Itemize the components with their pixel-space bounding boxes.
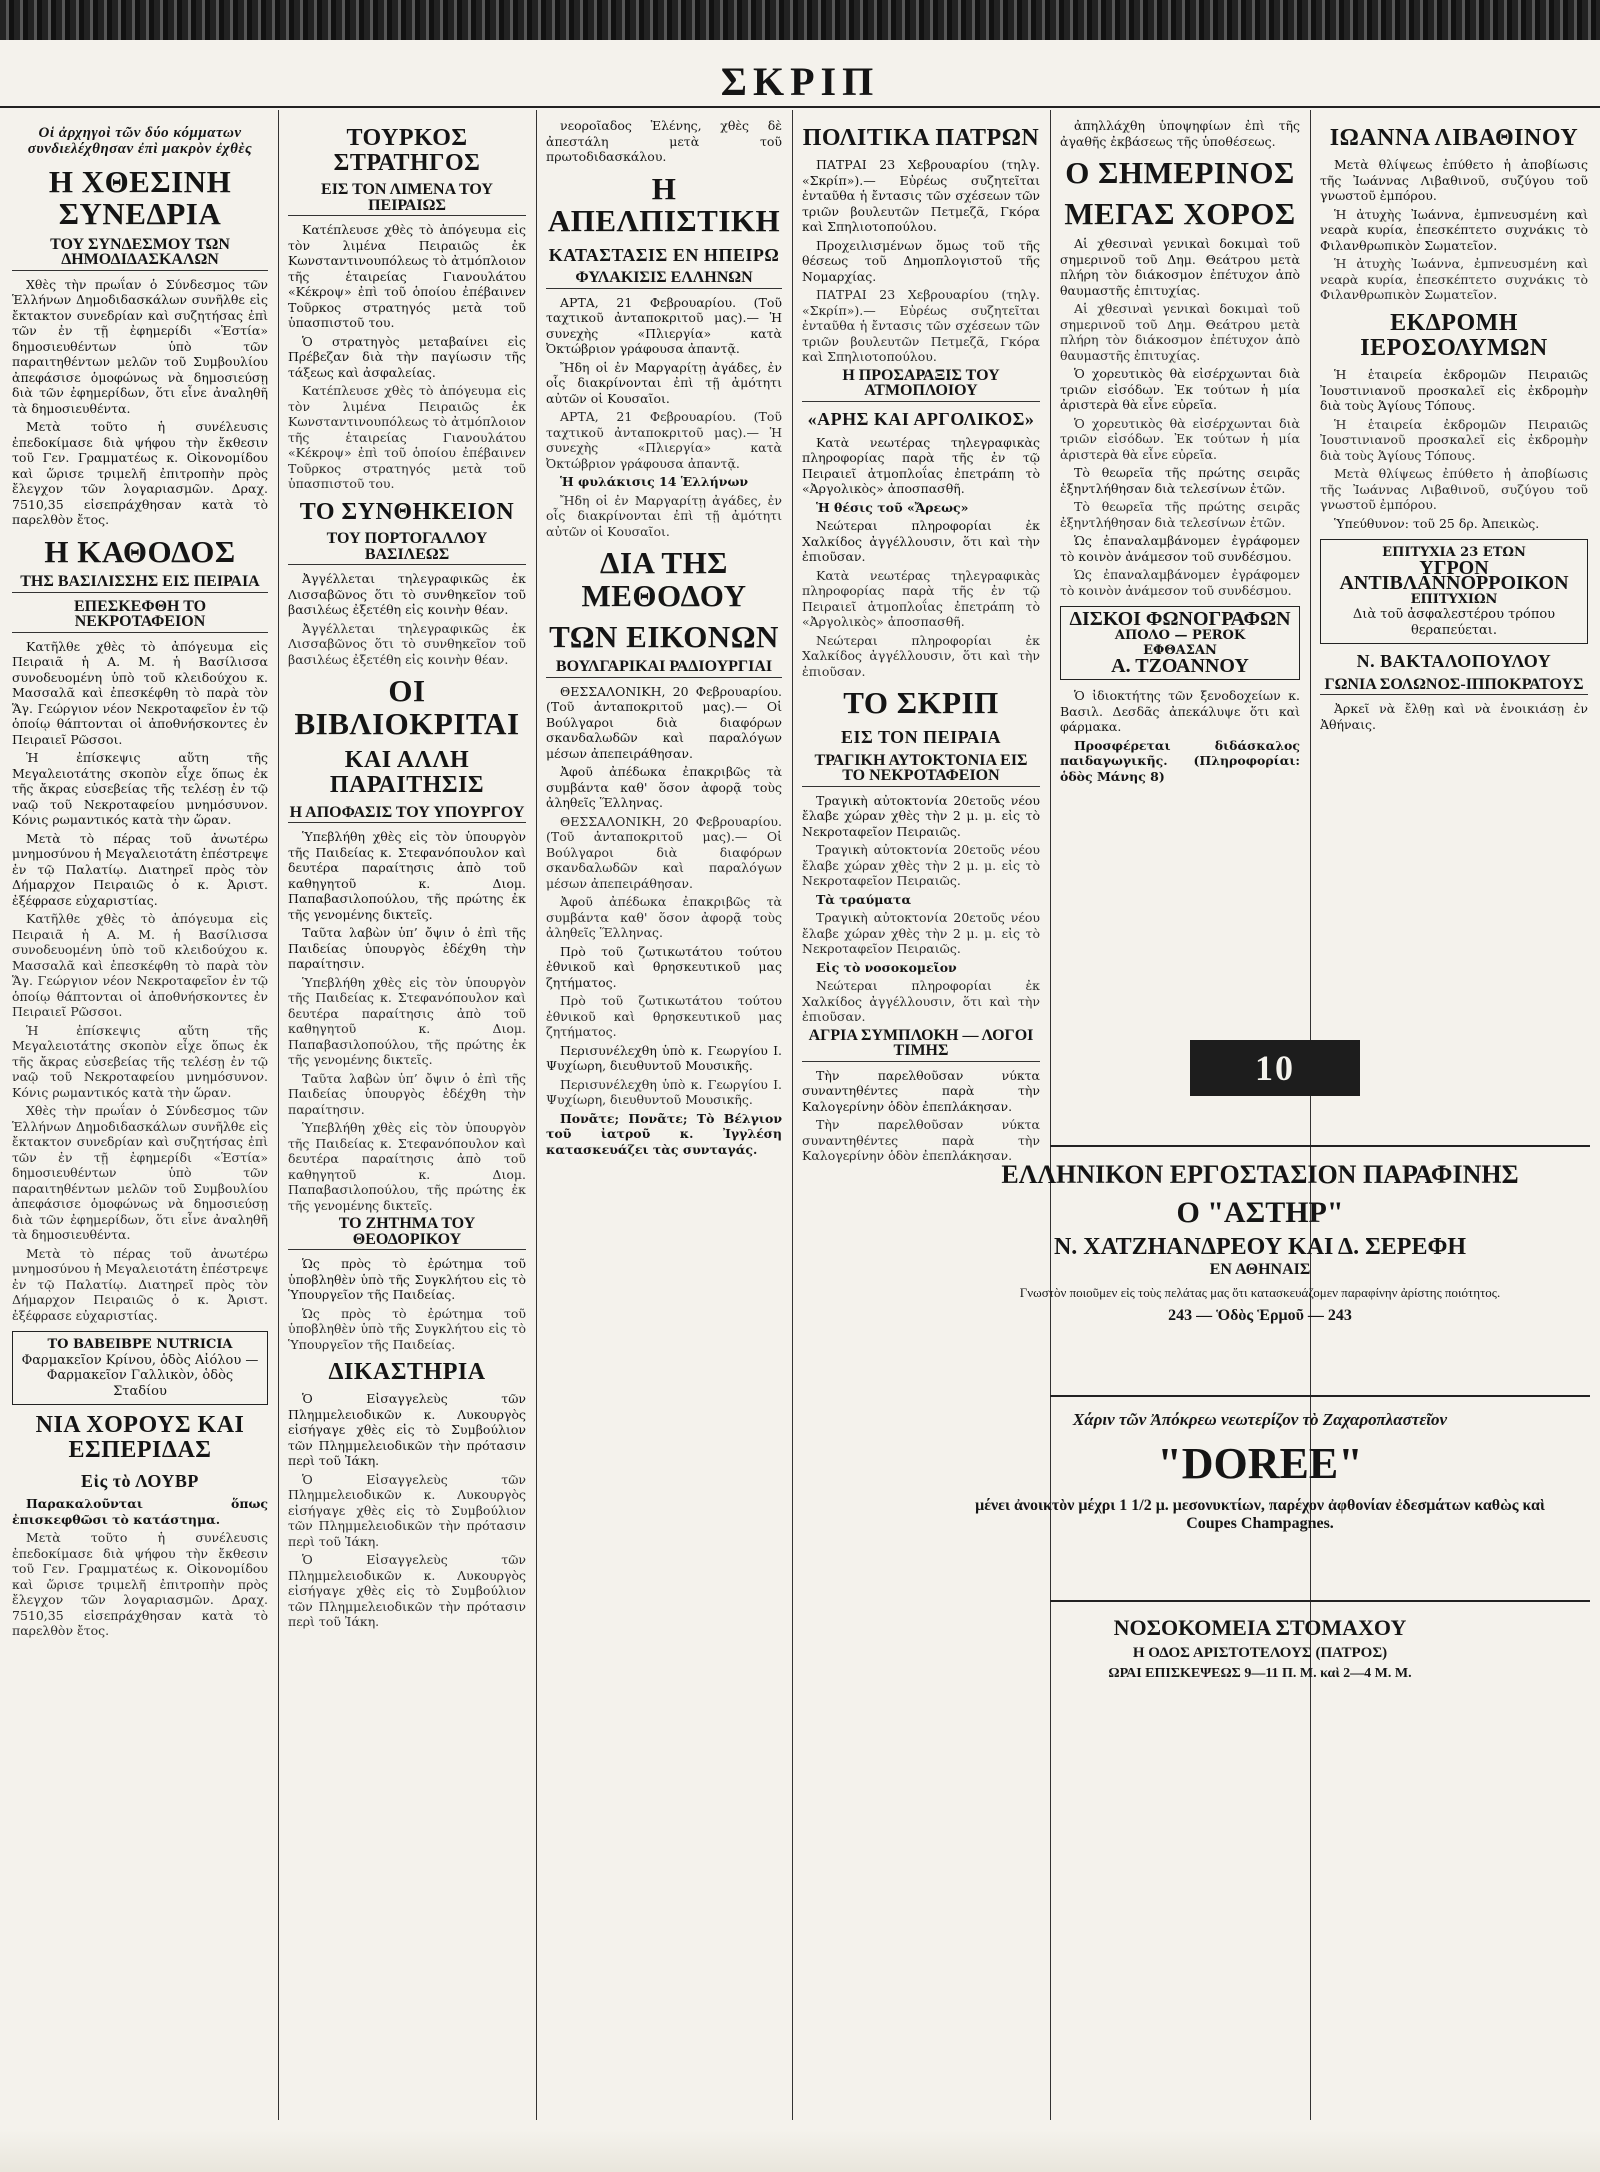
- article-paragraph: Ὁ χορευτικὸς θὰ εἰσέρχωνται διὰ τριῶν εἰσόδων. Ἐκ τούτων ἡ μία ἀριστερὰ θὰ εἶνε εὐρεῖα.: [1060, 415, 1300, 462]
- article-paragraph: Κατέπλευσε χθὲς τὸ ἀπόγευμα εἰς τὸν λιμένα Πειραιῶς ἐκ Κωνσταντινουπόλεως τὸ ἀτμόπλοιον τῆς ἑταιρείας Γιανουλάτου «Κέκροψ» ἐπὶ τοῦ ὁποίου ἐπέβαινεν Τοῦρκος στρατηγός μετὰ τοῦ ὑπασπιστοῦ του.: [288, 383, 526, 492]
- subheadline: ΑΓΡΙΑ ΣΥΜΠΛΟΚΗ — ΛΟΓΟΙ ΤΙΜΗΣ: [802, 1028, 1040, 1062]
- ad-address: Η ΟΔΟΣ ΑΡΙΣΤΟΤΕΛΟΥΣ (ΠΑΤΡΟΣ): [1132, 1645, 1388, 1661]
- article-paragraph: Ἀρκεῖ νὰ ἔλθῃ καὶ νὰ ἐνοικιάσῃ ἐν Ἀθήναις.: [1320, 701, 1588, 732]
- ad-subtitle: ΑΠΟΛΟ — PEROK: [1114, 627, 1246, 643]
- ad-brand: Ο "ΑΣΤΗΡ": [1176, 1196, 1344, 1229]
- article-paragraph: Νεώτεραι πληροφορίαι ἐκ Χαλκίδος ἀγγέλλουσιν, ὅτι καὶ τὴν ἐπιοῦσαν.: [802, 518, 1040, 565]
- ad-title: ΕΠΙΤΥΧΙΑ 23 ΕΤΩΝ: [1382, 545, 1526, 561]
- article-paragraph: Περισυνέλεχθη ὑπὸ κ. Γεωργίου Ι. Ψυχίωρη, διευθυντοῦ Μουσικῆς.: [546, 1042, 782, 1074]
- ad-rule: [1050, 1600, 1590, 1602]
- article-paragraph: ΠΑΤΡΑΙ 23 Χεβρουαρίου (τηλγ. «Σκρίπ»).— Εὐρέως συζητεῖται ἐνταῦθα ἡ ἔντασις τῶν σχέσεων τῶν τριῶν βουλευτῶν Πετμεζᾶ, Γκόρα καὶ Σπηλιοτοπούλου.: [802, 287, 1040, 365]
- article-paragraph: Μετὰ τοῦτο ἡ συνέλευσις ἐπεδοκίμασε διὰ ψήφου τὴν ἔκθεσιν τοῦ Γεν. Γραμματέως κ. Οἰκονομίδου καὶ ὥρισε τριμελῆ ἐπιτροπὴν πρὸς ἔλεγχον τῶν λογαριασμῶν. Δραχ. 7510,35 εἰσεπράχθησαν κατὰ τὸ παρελθὸν ἔτος.: [12, 1530, 268, 1639]
- headline: ΠΟΛΙΤΙΚΑ ΠΑΤΡΩΝ: [802, 125, 1040, 151]
- article-paragraph: Ὁ Εἰσαγγελεὺς τῶν Πλημμελειοδικῶν κ. Λυκουργὸς εἰσήγαγε χθὲς εἰς τὸ Συμβούλιον τῶν Πλημμελειοδικῶν τὴν πρότασιν περὶ τοῦ Ἰάκη.: [288, 1552, 526, 1630]
- subheadline: ΤΡΑΓΙΚΗ ΑΥΤΟΚΤΟΝΙΑ ΕΙΣ ΤΟ ΝΕΚΡΟΤΑΦΕΙΟΝ: [802, 753, 1040, 787]
- article-paragraph: Ὑπεβλήθη χθὲς εἰς τὸν ὑπουργὸν τῆς Παιδείας κ. Στεφανόπουλον καὶ δευτέρα παραίτησις ἀπὸ τοῦ καθηγητοῦ κ. Διομ. Παπαβασιλοπούλου, τῆς πρώτης ἐκ τῆς γενομένης δικτεῖς.: [288, 974, 526, 1068]
- subheadline: ΕΠΕΣΚΕΦΘΗ ΤΟ ΝΕΚΡΟΤΑΦΕΙΟΝ: [12, 599, 268, 633]
- advertisement-box: [12, 1331, 268, 1405]
- headline: ΤΟ ΣΚΡΙΠ: [843, 685, 999, 721]
- ad-title: ΔΙΣΚΟΙ ΦΩΝΟΓΡΑΦΩΝ: [1069, 608, 1291, 631]
- article-paragraph: Τὸ θεωρεῖα τῆς πρώτης σειρᾶς ἐξηντλήθησαν διὰ τελεσίνων ἐτῶν.: [1060, 465, 1300, 496]
- page-bottom-margin: [0, 2130, 1600, 2172]
- article-paragraph: Ὡς πρὸς τὸ ἐρώτημα τοῦ ὑποβληθὲν ὑπὸ τῆς Συγκλήτου εἰς τὸ Ὑπουργεῖον τῆς Παιδείας.: [288, 1256, 526, 1303]
- article-paragraph: Νεώτεραι πληροφορίαι ἐκ Χαλκίδος ἀγγέλλουσιν, ὅτι καὶ τὴν ἐπιοῦσαν.: [802, 632, 1040, 679]
- article-paragraph: Ὑπεβλήθη χθὲς εἰς τὸν ὑπουργὸν τῆς Παιδείας κ. Στεφανόπουλον καὶ δευτέρα παραίτησις ἀπὸ τοῦ καθηγητοῦ κ. Διομ. Παπαβασιλοπούλου, τῆς πρώτης ἐκ τῆς γενομένης δικτεῖς.: [288, 829, 526, 922]
- article-paragraph: Ὡς πρὸς τὸ ἐρώτημα τοῦ ὑποβληθὲν ὑπὸ τῆς Συγκλήτου εἰς τὸ Ὑπουργεῖον τῆς Παιδείας.: [288, 1305, 526, 1352]
- article-paragraph: Ἡ ἐπίσκεψις αὕτη τῆς Μεγαλειοτάτης σκοπὸν εἶχε ὅπως ἐκ τῆς ἄκρας εὐσεβείας τῆς τελέσῃ ἐν τῷ ναῷ τοῦ Νεκροταφείου μνημόσυνον. Κόνις ρωμαντικός κατὰ τὴν ὥραν.: [12, 750, 268, 828]
- article-paragraph: Ὁ χορευτικὸς θὰ εἰσέρχωνται διὰ τριῶν εἰσόδων. Ἐκ τούτων ἡ μία ἀριστερὰ θὰ εἶνε εὐρεῖα.: [1060, 366, 1300, 413]
- article-paragraph: Ἀγγέλλεται τηλεγραφικῶς ἐκ Λισσαβῶνος ὅτι τὸ συνθηκεῖον τοῦ βασιλέως ἐξετέθη εἰς κοινὴν θέαν.: [288, 620, 526, 667]
- masthead-title: ΣΚΡΙΠ: [720, 59, 880, 104]
- article-paragraph: Τὸ θεωρεῖα τῆς πρώτης σειρᾶς ἐξηντλήθησαν διὰ τελεσίνων ἐτῶν.: [1060, 499, 1300, 530]
- ad-headline: ΝΙΑ ΧΟΡΟΥΣ ΚΑΙ ΕΣΠΕΡΙΔΑΣ: [35, 1412, 245, 1464]
- article-paragraph: ΑΡΤΑ, 21 Φεβρουαρίου. (Τοῦ ταχτικοῦ ἀνταποκριτοῦ μας).— Ἡ συνεχὴς «Πλιεργία» κατὰ Ὀκτώβριον γράφουσα ἀπαντᾷ.: [546, 409, 782, 471]
- article-paragraph: Μετὰ θλίψεως ἐπύθετο ἡ ἀποβίωσις τῆς Ἰωάννας Λιβαθινοῦ, συζύγου τοῦ γνωστοῦ ἐμπόρου.: [1320, 466, 1588, 513]
- article-paragraph: Προχειλισμένων ὅμως τοῦ τῆς θέσεως τοῦ Δημοπλογιστοῦ τῆς Νομαρχίας.: [802, 237, 1040, 284]
- advertisement-box: [1320, 539, 1588, 644]
- article-paragraph: Αἱ χθεσιναὶ γενικαὶ δοκιμαὶ τοῦ σημερινοῦ τοῦ Δημ. Θεάτρου μετὰ πλήρη τὸν διάκοσμον ἐπέτυχον ἀπὸ θαυμαστῆς ἐπιτυχίας.: [1060, 236, 1300, 298]
- ad-merchant: Α. ΤΖΟΑΝΝΟΥ: [1111, 654, 1249, 677]
- ad-text: Φαρμακεῖον Κρίνου, ὁδὸς Αἰόλου — Φαρμακεῖον Γαλλικὸν, ὁδὸς Σταδίου: [21, 1352, 259, 1399]
- lead-note: Οἱ ἀρχηγοὶ τῶν δύο κόμματων συνδιελέχθησαν ἐπὶ μακρὸν ἐχθὲς: [27, 125, 253, 157]
- headline: ΙΩΑΝΝΑ ΛΙΒΑΘΙΝΟΥ: [1329, 125, 1579, 151]
- article-paragraph: Μετὰ τοῦτο ἡ συνέλευσις ἐπεδοκίμασε διὰ ψήφου τὴν ἔκθεσιν τοῦ Γεν. Γραμματέως κ. Οἰκονομίδου καὶ ὥρισε τριμελῆ ἐπιτροπὴν πρὸς ἔλεγχον τῶν λογαριασμῶν. Δραχ. 7510,35 εἰσεπράχθησαν κατὰ τὸ παρελθὸν ἔτος.: [12, 419, 268, 528]
- ad-headline: ΕΛΛΗΝΙΚΟΝ ΕΡΓΟΣΤΑΣΙΟΝ ΠΑΡΑΦΙΝΗΣ: [1001, 1160, 1519, 1189]
- article-paragraph: Τραγικὴ αὐτοκτονία 20ετοῦς νέου ἔλαβε χώραν χθὲς τὴν 2 μ. μ. εἰς τὸ Νεκροταφεῖον Πειραιῶς.: [802, 910, 1040, 957]
- headline: ΕΚΔΡΟΜΗ ΙΕΡΟΣΟΛΥΜΩΝ: [1360, 309, 1548, 361]
- column-6: [1320, 118, 1588, 1138]
- article-paragraph: ΑΡΤΑ, 21 Φεβρουαρίου. (Τοῦ ταχτικοῦ ἀνταποκριτοῦ μας).— Ἡ συνεχὴς «Πλιεργία» κατὰ Ὀκτώβριον γράφουσα ἀπαντᾷ.: [546, 294, 782, 357]
- ad-merchant: Ν. ΒΑΚΤΑΛΟΠΟΥΛΟΥ: [1356, 651, 1552, 672]
- ad-subtitle: ΕΦΘΑΣΑΝ: [1143, 643, 1217, 659]
- headline: ΤΩΝ ΕΙΚΟΝΩΝ: [549, 618, 779, 654]
- subheadline: ΤΟΥ ΠΟΡΤΟΓΑΛΛΟΥ ΒΑΣΙΛΕΩΣ: [288, 531, 526, 565]
- article-paragraph: Χθὲς τὴν πρωΐαν ὁ Σύνδεσμος τῶν Ἑλλήνων Δημοδιδασκάλων συνῆλθε εἰς ἔκτακτον συνεδρίαν καὶ συζητήσας ἐπὶ τῶν ἐν τῇ ἐφημερίδι «Ἑστία» δημοσιευθέντων ὑπὸ τῶν παραιτηθέντων μελῶν τοῦ Συμβουλίου ἀπεφάσισε ὁμοφώνως νὰ δημοσιεύσῃ διὰ τῶν ἐφημερίδων, ὅτι εἶνε ἀναληθῆ τὰ δημοσιευθέντα.: [12, 276, 268, 416]
- headline: ΟΙ ΒΙΒΛΙΟΚΡΙΤΑΙ: [294, 673, 520, 741]
- ad-text: Γνωστὸν ποιοῦμεν εἰς τοὺς πελάτας μας ὅτι κατασκευάζομεν παραφίνην ἀρίστης ποιότητος.: [1019, 1285, 1501, 1300]
- ad-address: 243 — Ὁδὸς Ἑρμοῦ — 243: [1168, 1307, 1352, 1324]
- article-paragraph: Μετὰ τὸ πέρας τοῦ ἀνωτέρω μνημοσύνου ἡ Μεγαλειοτάτη ἐπέστρεψε ἐν τῷ Παλατίῳ. Διατηρεῖ πρὸς τὸν Δήμαρχον Πειραιῶς ὁ κ. Ἀριστ. ἐξέφρασε εὐχαριστίας.: [12, 830, 268, 908]
- headline: ΔΙΚΑΣΤΗΡΙΑ: [328, 1359, 486, 1386]
- article-paragraph: Ὡς ἐπαναλαμβάνομεν ἐγράφομεν τὸ κοινὸν ἀνάμεσον τοῦ συνδέσμου.: [1060, 567, 1300, 598]
- ad-rule: [1050, 1395, 1590, 1397]
- article-paragraph: Τραγικὴ αὐτοκτονία 20ετοῦς νέου ἔλαβε χώραν χθὲς τὴν 2 μ. μ. εἰς τὸ Νεκροταφεῖον Πειραιῶς.: [802, 792, 1040, 839]
- article-paragraph: Κατὰ νεωτέρας τηλεγραφικὰς πληροφορίας παρὰ τῆς ἐν τῷ Πειραιεῖ ἀτμοπλοΐας ἐπετράπη τὸ «Ἀργολικὸς» ἀποσπασθῆ.: [802, 434, 1040, 497]
- article-paragraph: Ἀγγέλλεται τηλεγραφικῶς ἐκ Λισσαβῶνος ὅτι τὸ συνθηκεῖον τοῦ βασιλέως ἐξετέθη εἰς κοινὴν θέαν.: [288, 571, 526, 618]
- headline: ΤΟΥΡΚΟΣ ΣΤΡΑΤΗΓΟΣ: [333, 125, 481, 177]
- headline: ΕΙΣ ΤΟΝ ΠΕΙΡΑΙΑ: [841, 726, 1001, 747]
- ad-text: Διὰ τοῦ ἀσφαλεστέρου τρόπου θεραπεύεται.: [1352, 607, 1556, 638]
- ad-headline: ΝΟΣΟΚΟΜΕΙΑ ΣΤΟΜΑΧΟΥ: [1113, 1615, 1407, 1640]
- article-paragraph: ΘΕΣΣΑΛΟΝΙΚΗ, 20 Φεβρουαρίου. (Τοῦ ἀνταποκριτοῦ μας).— Οἱ Βούλγαροι διὰ διαφόρων σκανδαλωδῶν καὶ παραλόγων μέσων ἀπεπειράθησαν.: [546, 683, 782, 761]
- article-paragraph: ΠΑΤΡΑΙ 23 Χεβρουαρίου (τηλγ. «Σκρίπ»).— Εὐρέως συζητεῖται ἐνταῦθα ἡ ἔντασις τῶν σχέσεων τῶν τριῶν βουλευτῶν Πετμεζᾶ, Γκόρα καὶ Σπηλιοτοπούλου.: [802, 157, 1040, 235]
- article-paragraph: Μετὰ θλίψεως ἐπύθετο ἡ ἀποβίωσις τῆς Ἰωάννας Λιβαθινοῦ, συζύγου τοῦ γνωστοῦ ἐμπόρου.: [1320, 157, 1588, 204]
- ad-text: μένει ἀνοικτὸν μέχρι 1 1/2 μ. μεσονυκτίων, παρέχον ἀφθονίαν ἐδεσμάτων καθὼς καὶ Coupes Champagnes.: [975, 1497, 1545, 1532]
- article-paragraph: Ὑπεύθυνον: τοῦ 25 δρ. Ἀπεικὼς.: [1334, 515, 1540, 531]
- column-1: [12, 118, 268, 2128]
- stamp-10: 10: [1190, 1040, 1360, 1096]
- subheadline: ΦΥΛΑΚΙΣΙΣ ΕΛΛΗΝΩΝ: [546, 270, 782, 289]
- headline: ΤΟ ΣΥΝΘΗΚΕΙΟΝ: [299, 498, 515, 525]
- article-paragraph: Ἡ ἀτυχὴς Ἰωάννα, ἐμπνευσμένη καὶ νεαρὰ κυρία, ἐπεσκέπτετο συχνάκις τὸ Φιλανθρωπικὸν Σωματεῖον.: [1320, 206, 1588, 253]
- subheadline: ΒΟΥΛΓΑΡΙΚΑΙ ΡΑΔΙΟΥΡΓΙΑΙ: [546, 659, 782, 678]
- article-subhead: Ἡ φυλάκισις 14 Ἑλλήνων: [560, 474, 749, 490]
- article-paragraph: ἀπηλλάχθη ὑποψηφίων ἐπὶ τῆς ἀγαθῆς ἐκβάσεως τῆς ὑποθέσεως.: [1060, 118, 1300, 149]
- article-paragraph: Ὁ Εἰσαγγελεὺς τῶν Πλημμελειοδικῶν κ. Λυκουργὸς εἰσήγαγε χθὲς εἰς τὸ Συμβούλιον τῶν Πλημμελειοδικῶν τὴν πρότασιν περὶ τοῦ Ἰάκη.: [288, 1391, 526, 1469]
- page-edge-noise: [0, 0, 1600, 40]
- article-paragraph: Ἤδη οἱ ἐν Μαργαρίτῃ ἀγάδες, ἐν οἷς διακρίνονται ἐπὶ τῇ ἀμότητι αὐτῶν οἱ Κουσαῖοι.: [546, 492, 782, 539]
- article-paragraph: Ἡ ἐπίσκεψις αὕτη τῆς Μεγαλειοτάτης σκοπὸν εἶχε ὅπως ἐκ τῆς ἄκρας εὐσεβείας τῆς τελέσῃ ἐν τῷ ναῷ τοῦ Νεκροταφείου μνημόσυνον. Κόνις ρωμαντικός κατὰ τὴν ὥραν.: [12, 1022, 268, 1100]
- masthead-rule: [0, 106, 1600, 108]
- article-paragraph: Ταῦτα λαβὼν ὑπ’ ὄψιν ὁ ἐπὶ τῆς Παιδείας ὑπουργὸς ἐδέχθη τὴν παραίτησιν.: [288, 925, 526, 972]
- subheadline: Η ΑΠΟΦΑΣΙΣ ΤΟΥ ΥΠΟΥΡΓΟΥ: [288, 805, 526, 824]
- headline: Ο ΣΗΜΕΡΙΝΟΣ: [1065, 155, 1295, 190]
- ad-intro: Χάριν τῶν Ἀπόκρεω νεωτερίζον τὸ Ζαχαροπλαστεῖον: [1072, 1410, 1448, 1429]
- article-paragraph: Ὡς ἐπαναλαμβάνομεν ἐγράφομεν τὸ κοινὸν ἀνάμεσον τοῦ συνδέσμου.: [1060, 533, 1300, 564]
- headline: Η ΑΠΕΛΠΙΣΤΙΚΗ: [547, 170, 781, 239]
- paraffin-advertisement: [950, 1160, 1570, 1325]
- column-4: [802, 118, 1040, 2128]
- column-rule: [1310, 110, 1311, 2120]
- article-paragraph: Ἀφοῦ ἀπέδωκα ἐπακριβῶς τὰ συμβάντα καθ' ὅσον ἀφορᾷ τοὺς ἀληθεῖς Ἕλληνας.: [546, 894, 782, 941]
- article-paragraph: Αἱ χθεσιναὶ γενικαὶ δοκιμαὶ τοῦ σημερινοῦ τοῦ Δημ. Θεάτρου μετὰ πλήρη τὸν διάκοσμον ἐπέτυχον ἀπὸ θαυμαστῆς ἐπιτυχίας.: [1060, 301, 1300, 363]
- article-paragraph: Κατὰ νεωτέρας τηλεγραφικὰς πληροφορίας παρὰ τῆς ἐν τῷ Πειραιεῖ ἀτμοπλοΐας ἐπετράπη τὸ «Ἀργολικὸς» ἀποσπασθῆ.: [802, 567, 1040, 630]
- headline: ΜΕΓΑΣ ΧΟΡΟΣ: [1064, 195, 1296, 231]
- subheadline: ΕΙΣ ΤΟΝ ΛΙΜΕΝΑ ΤΟΥ ΠΕΙΡΑΙΩΣ: [288, 182, 526, 216]
- article-paragraph: Τὴν παρελθοῦσαν νύκτα συναντηθέντες παρὰ τὴν Καλογερίνην ὁδὸν ἐπεπλάκησαν.: [802, 1117, 1040, 1164]
- article-paragraph: Ὁ Εἰσαγγελεὺς τῶν Πλημμελειοδικῶν κ. Λυκουργὸς εἰσήγαγε χθὲς εἰς τὸ Συμβούλιον τῶν Πλημμελειοδικῶν τὴν πρότασιν περὶ τοῦ Ἰάκη.: [288, 1471, 526, 1549]
- article-paragraph: Κατέπλευσε χθὲς τὸ ἀπόγευμα εἰς τὸν λιμένα Πειραιῶς ἐκ Κωνσταντινουπόλεως τὸ ἀτμόπλοιον τῆς ἑταιρείας Γιανουλάτου «Κέκροψ» ἐπὶ τοῦ ὁποίου ἐπέβαινεν Τοῦρκος στρατηγός μετὰ τοῦ ὑπασπιστοῦ του.: [288, 222, 526, 331]
- article-paragraph: Κατῆλθε χθὲς τὸ ἀπόγευμα εἰς Πειραιᾶ ἡ Α. Μ. ἡ Βασίλισσα συνοδευομένη ὑπὸ τοῦ κλειδούχου κ. Μασσαλᾶ καὶ ἐπεσκέφθη τὸ παρὰ τὸν Ἅγ. Γεώργιον νέον Νεκροταφεῖον ἐν τῷ ὁποίῳ θάπτονται οἱ ἀποθνήσκοντες ἐν Πειραιεῖ Ρῶσσοι.: [12, 911, 268, 1020]
- article-paragraph: Πρὸ τοῦ ζωτικωτάτου τούτου ἐθνικοῦ καὶ θρησκευτικοῦ μας ζητήματος.: [546, 943, 782, 990]
- article-paragraph: Νεώτεραι πληροφορίαι ἐκ Χαλκίδος ἀγγέλλουσιν, ὅτι καὶ τὴν ἐπιοῦσαν.: [802, 978, 1040, 1025]
- ad-brand: "DOREE": [1157, 1439, 1363, 1488]
- doree-advertisement: [950, 1410, 1570, 1533]
- article-subhead: Ἡ θέσις τοῦ «Ἄρεως»: [816, 499, 969, 515]
- article-paragraph: Ἡ ἑταιρεία ἐκδρομῶν Πειραιῶς Ἰουστινιανοῦ προσκαλεῖ εἰς ἐκδρομὴν διὰ τοὺς Ἁγίους Τόπους.: [1320, 367, 1588, 414]
- ad-title: ΥΓΡΟΝ ΑΝΤΙΒΛΑΝΝΟΡΡΟΙΚΟΝ: [1339, 556, 1569, 595]
- ad-title: ΤΟ ΒΑΒΕΙΒΡΕ NUTRICIA: [47, 1337, 233, 1353]
- headline: Η ΧΘΕΣΙΝΗ ΣΥΝΕΔΡΙΑ: [48, 163, 232, 232]
- headline: ΚΑΤΑΣΤΑΣΙΣ ΕΝ ΗΠΕΙΡΩ: [548, 244, 780, 265]
- headline: ΚΑΙ ΑΛΛΗ ΠΑΡΑΙΤΗΣΙΣ: [329, 747, 485, 799]
- subheadline: ΤΗΣ ΒΑΣΙΛΙΣΣΗΣ ΕΙΣ ΠΕΙΡΑΙΑ: [12, 574, 268, 593]
- article-paragraph: Ταῦτα λαβὼν ὑπ’ ὄψιν ὁ ἐπὶ τῆς Παιδείας ὑπουργὸς ἐδέχθη τὴν παραίτησιν.: [288, 1070, 526, 1117]
- article-paragraph: Πρὸ τοῦ ζωτικωτάτου τούτου ἐθνικοῦ καὶ θρησκευτικοῦ μας ζητήματος.: [546, 993, 782, 1040]
- article-paragraph: ΘΕΣΣΑΛΟΝΙΚΗ, 20 Φεβρουαρίου. (Τοῦ ἀνταποκριτοῦ μας).— Οἱ Βούλγαροι διὰ διαφόρων σκανδαλωδῶν καὶ παραλόγων μέσων ἀπεπειράθησαν.: [546, 813, 782, 891]
- article-paragraph: Περισυνέλεχθη ὑπὸ κ. Γεωργίου Ι. Ψυχίωρη, διευθυντοῦ Μουσικῆς.: [546, 1076, 782, 1108]
- article-paragraph: Ὁ στρατηγὸς μεταβαίνει εἰς Πρέβεζαν διὰ τὴν παγίωσιν τῆς τάξεως καὶ ἀσφαλείας.: [288, 333, 526, 380]
- headline: Η ΚΑΘΟΔΟΣ: [44, 533, 236, 569]
- clinic-advertisement: [950, 1615, 1570, 1682]
- ad-subtitle: ΕΠΙΤΥΧΙΩΝ: [1410, 591, 1498, 607]
- article-paragraph: Τὴν παρελθοῦσαν νύκτα συναντηθέντες παρὰ τὴν Καλογερίνην ὁδὸν ἐπεπλάκησαν.: [802, 1067, 1040, 1114]
- column-3: [546, 118, 782, 2128]
- advertisement-box: [1060, 606, 1300, 680]
- article-paragraph: Χθὲς τὴν πρωΐαν ὁ Σύνδεσμος τῶν Ἑλλήνων Δημοδιδασκάλων συνῆλθε εἰς ἔκτακτον συνεδρίαν καὶ συζητήσας ἐπὶ τῶν ἐν τῇ ἐφημερίδι «Ἑστία» δημοσιευθέντων ὑπὸ τῶν παραιτηθέντων μελῶν τοῦ Συμβουλίου ἀπεφάσισε ὁμοφώνως νὰ δημοσιεύσῃ διὰ τῶν ἐφημερίδων, ὅτι εἶνε ἀναληθῆ τὰ δημοσιευθέντα.: [12, 1103, 268, 1243]
- article-paragraph: Μετὰ τὸ πέρας τοῦ ἀνωτέρω μνημοσύνου ἡ Μεγαλειοτάτη ἐπέστρεψε ἐν τῷ Παλατίῳ. Διατηρεῖ πρὸς τὸν Δήμαρχον Πειραιῶς ὁ κ. Ἀριστ. ἐξέφρασε εὐχαριστίας.: [12, 1245, 268, 1323]
- article-paragraph: Ἤδη οἱ ἐν Μαργαρίτῃ ἀγάδες, ἐν οἷς διακρίνονται ἐπὶ τῇ ἀμότητι αὐτῶν οἱ Κουσαῖοι.: [546, 359, 782, 406]
- article-subhead: Τὰ τραύματα: [816, 891, 912, 907]
- ad-subheadline: Εἰς τὸ ΛΟΥΒΡ: [81, 1470, 199, 1491]
- article-paragraph: Ἀφοῦ ἀπέδωκα ἐπακριβῶς τὰ συμβάντα καθ' ὅσον ἀφορᾷ τοὺς ἀληθεῖς Ἕλληνας.: [546, 764, 782, 811]
- article-paragraph: Προσφέρεται διδάσκαλος παιδαγωγικῆς. (Πληροφορίαι: ὁδὸς Μάνης 8): [1060, 737, 1300, 784]
- headline: ΔΙΑ ΤΗΣ ΜΕΘΟΔΟΥ: [581, 545, 747, 614]
- column-rule: [1050, 110, 1051, 2120]
- ad-address: ΓΩΝΙΑ ΣΟΛΩΝΟΣ-ΙΠΠΟΚΡΑΤΟΥΣ: [1320, 677, 1588, 696]
- article-paragraph: Ἡ ἑταιρεία ἐκδρομῶν Πειραιῶς Ἰουστινιανοῦ προσκαλεῖ εἰς ἐκδρομὴν διὰ τοὺς Ἁγίους Τόπους.: [1320, 416, 1588, 463]
- ad-city: ΕΝ ΑΘΗΝΑΙΣ: [1209, 1261, 1311, 1278]
- subheadline: Η ΠΡΟΣΑΡΑΞΙΣ ΤΟΥ ΑΤΜΟΠΛΟΙΟΥ: [802, 368, 1040, 402]
- article-paragraph: Ὁ ἰδιοκτήτης τῶν ξενοδοχείων κ. Βασιλ. Δεσδᾶς ἀπεκάλυψε ὅτι καὶ φάρμακα.: [1060, 688, 1300, 735]
- ad-rule: [1050, 1145, 1590, 1147]
- subheadline: ΤΟΥ ΣΥΝΔΕΣΜΟΥ ΤΩΝ ΔΗΜΟΔΙΔΑΣΚΑΛΩΝ: [12, 237, 268, 271]
- column-rule: [536, 110, 537, 2120]
- article-paragraph: Τραγικὴ αὐτοκτονία 20ετοῦς νέου ἔλαβε χώραν χθὲς τὴν 2 μ. μ. εἰς τὸ Νεκροταφεῖον Πειραιῶς.: [802, 842, 1040, 889]
- article-paragraph: Κατῆλθε χθὲς τὸ ἀπόγευμα εἰς Πειραιᾶ ἡ Α. Μ. ἡ Βασίλισσα συνοδευομένη ὑπὸ τοῦ κλειδούχου κ. Μασσαλᾶ καὶ ἐπεσκέφθη τὸ παρὰ τὸν Ἅγ. Γεώργιον νέον Νεκροταφεῖον ἐν τῷ ὁποίῳ θάπτονται οἱ ἀποθνήσκοντες ἐν Πειραιεῖ Ρῶσσοι.: [12, 638, 268, 747]
- column-2: [288, 118, 526, 2128]
- ad-hours: ΩΡΑΙ ΕΠΙΣΚΕΨΕΩΣ 9—11 Π. Μ. καὶ 2—4 Μ. Μ.: [1108, 1666, 1412, 1681]
- subheadline: ΤΟ ΖΗΤΗΜΑ ΤΟΥ ΘΕΟΔΟΡΙΚΟΥ: [288, 1216, 526, 1250]
- column-5: [1060, 118, 1300, 1138]
- article-subhead: Εἰς τὸ νοσοκομεῖον: [816, 959, 957, 975]
- ad-text: Παρακαλοῦνται ὅπως ἐπισκεφθῶσι τὸ κατάστημα.: [12, 1496, 268, 1527]
- column-rule: [278, 110, 279, 2120]
- column-rule: [792, 110, 793, 2120]
- article-paragraph: Ἡ ἀτυχὴς Ἰωάννα, ἐμπνευσμένη καὶ νεαρὰ κυρία, ἐπεσκέπτετο συχνάκις τὸ Φιλανθρωπικὸν Σωματεῖον.: [1320, 256, 1588, 303]
- ad-owners: Ν. ΧΑΤΖΗΑΝΔΡΕΟΥ ΚΑΙ Δ. ΣΕΡΕΦΗ: [1053, 1234, 1467, 1260]
- article-paragraph: Πονᾶτε; Πονᾶτε; Τὸ Βέλγιον τοῦ ἰατροῦ κ. Ἰγγλέση κατασκευάζει τὰς συνταγάς.: [546, 1110, 782, 1157]
- article-paragraph: Ὑπεβλήθη χθὲς εἰς τὸν ὑπουργὸν τῆς Παιδείας κ. Στεφανόπουλον καὶ δευτέρα παραίτησις ἀπὸ τοῦ καθηγητοῦ κ. Διομ. Παπαβασιλοπούλου, τῆς πρώτης ἐκ τῆς γενομένης δικτεῖς.: [288, 1120, 526, 1213]
- headline: «ΑΡΗΣ ΚΑΙ ΑΡΓΟΛΙΚΟΣ»: [807, 408, 1035, 429]
- article-paragraph: νεοροῖαδος Ἑλένης, χθὲς δὲ ἀπεστάλη μετὰ τοῦ πρωτοδιδασκάλου.: [546, 118, 782, 164]
